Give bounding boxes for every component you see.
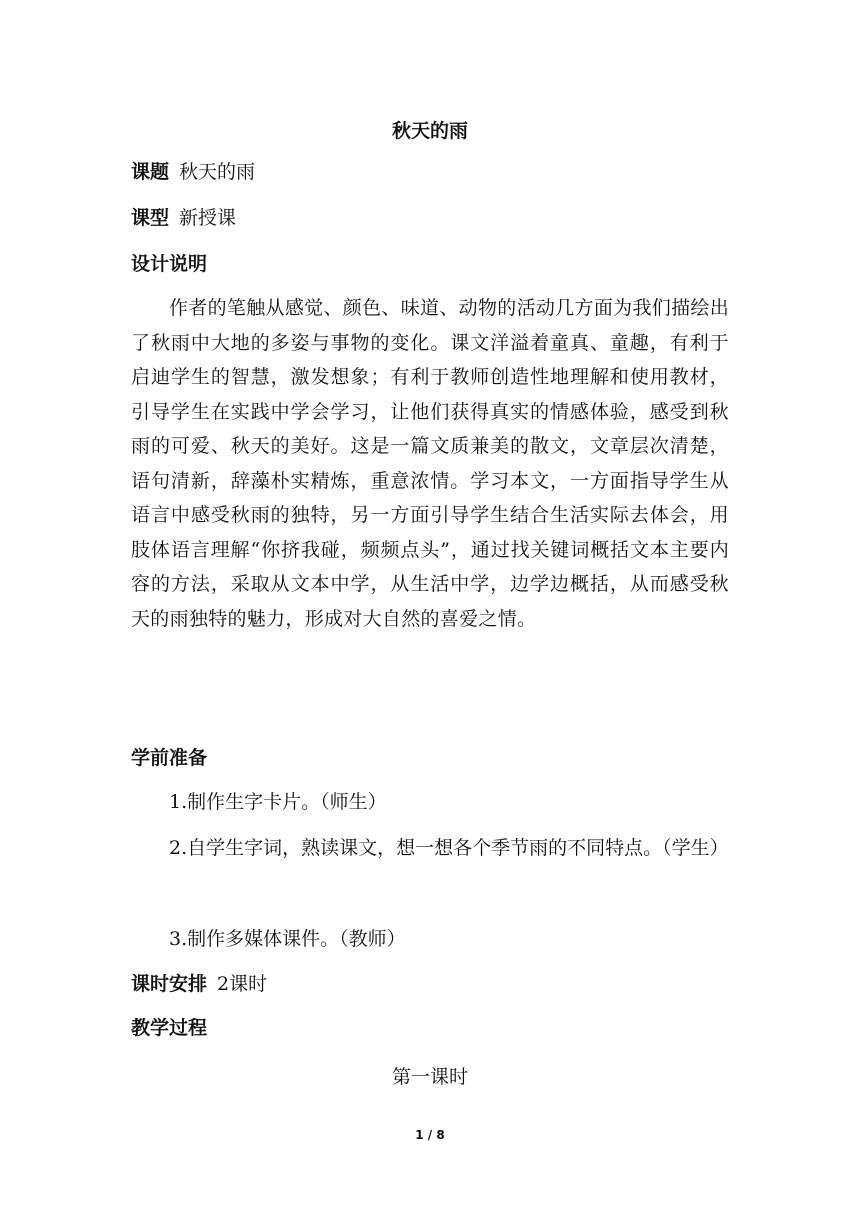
type-row bbox=[131, 206, 236, 230]
schedule-label: 课时安排 bbox=[131, 973, 208, 995]
type-label: 课型 bbox=[131, 207, 170, 229]
prep-heading bbox=[131, 746, 207, 770]
process-heading bbox=[131, 1016, 207, 1040]
page-indicator: 1 / 8 bbox=[415, 1128, 445, 1142]
prep-item-1: 1.制作生字卡片。（师生） bbox=[169, 791, 387, 813]
topic-value: 秋天的雨 bbox=[179, 161, 256, 183]
schedule-row bbox=[131, 972, 267, 996]
prep-item-2: 2.自学生字词，熟读课文，想一想各个季节雨的不同特点。（学生） bbox=[169, 837, 729, 859]
schedule-value: 2课时 bbox=[217, 973, 268, 995]
topic-label: 课题 bbox=[131, 161, 170, 183]
type-value: 新授课 bbox=[179, 207, 237, 229]
prep-heading-text: 学前准备 bbox=[131, 747, 208, 769]
design-heading-text: 设计说明 bbox=[131, 253, 208, 275]
design-paragraph: 作者的笔触从感觉、颜色、味道、动物的活动几方面为我们描绘出了秋雨中大地的多姿与事物的变化。课文洋溢着童真、童趣，有利于启迪学生的智慧，激发想象；有利于教师创造性地理解和使用教材，引导学生在实践中学会学习，让他们获得真实的情感体验，感受到秋雨的可爱、秋天的美好。这是一篇文质兼美的散文，文章层次清楚，语句清新，辞藻朴实精炼，重意浓情。学习本文，一方面指导学生从语言中感受秋雨的独特，另一方面引导学生结合生活实际去体会，用肢体语言理解“你挤我碰，频频点头”，通过找关键词概括文本主要内容的方法，采取从文本中学，从生活中学，边学边概括，从而感受秋天的雨独特的魅力，形成对大自然的喜爱之情。 bbox=[131, 297, 729, 630]
design-heading bbox=[131, 252, 207, 276]
process-heading-text: 教学过程 bbox=[131, 1017, 208, 1039]
prep-item-3: 3.制作多媒体课件。（教师） bbox=[169, 928, 406, 950]
first-lesson-heading: 第一课时 bbox=[391, 1066, 468, 1088]
topic-row bbox=[131, 160, 255, 184]
document-title: 秋天的雨 bbox=[391, 120, 468, 142]
